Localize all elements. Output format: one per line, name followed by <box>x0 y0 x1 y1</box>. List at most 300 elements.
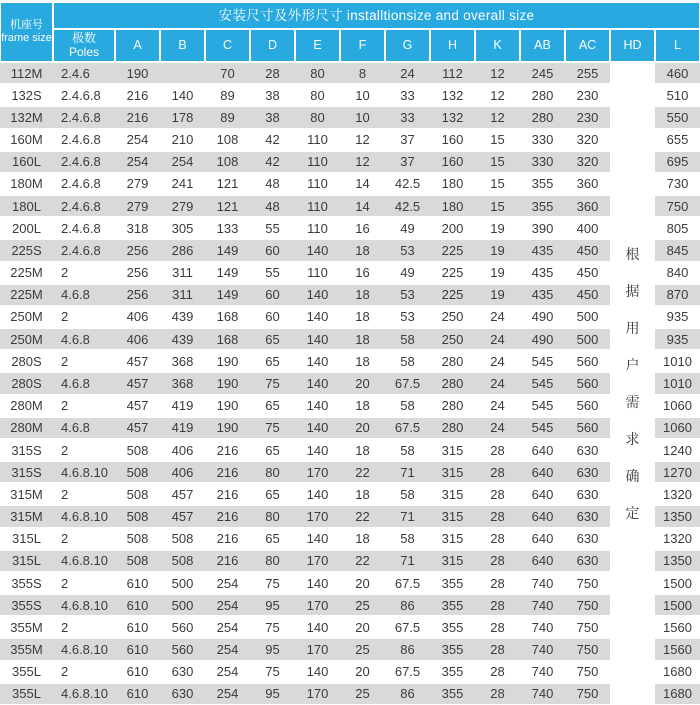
dim-cell-b: 311 <box>172 265 193 281</box>
dim-cell-c: 149 <box>216 265 239 281</box>
dim-cell-d: 48 <box>265 176 280 192</box>
dim-cell-h: 225 <box>441 265 464 281</box>
hd-spacer-cell <box>610 217 655 239</box>
poles-cell: 4.6.8.10 <box>61 553 108 569</box>
dim-cell-ac: 750 <box>576 597 599 613</box>
frame-size-cell: 355L <box>12 664 41 680</box>
dim-cell-f: 22 <box>355 464 370 480</box>
dim-cell-h: 315 <box>441 509 464 525</box>
hd-spacer-cell <box>610 483 655 505</box>
dim-cell-f: 12 <box>355 154 370 170</box>
hd-spacer-cell <box>610 683 655 705</box>
hd-spacer-cell <box>610 505 655 527</box>
poles-cell: 4.6.8 <box>61 331 90 347</box>
dim-cell-ac: 750 <box>576 664 599 680</box>
dim-cell-l: 1560 <box>663 619 692 635</box>
dim-cell-a: 508 <box>126 486 149 502</box>
frame-size-cell: 355S <box>11 575 42 591</box>
table-row <box>0 106 700 128</box>
dim-cell-h: 250 <box>441 331 464 347</box>
table-row <box>0 173 700 195</box>
dim-cell-e: 110 <box>307 198 328 214</box>
dim-cell-c: 216 <box>216 464 239 480</box>
poles-cell: 2.4.6.8 <box>61 242 101 258</box>
frame-size-header-en: frame size <box>1 32 52 44</box>
dim-cell-f: 18 <box>355 287 370 303</box>
dim-cell-e: 170 <box>306 509 329 525</box>
dim-cell-c: 216 <box>216 531 239 547</box>
dim-cell-d: 75 <box>265 375 280 391</box>
dim-cell-a: 610 <box>126 619 149 635</box>
dim-cell-h: 355 <box>441 642 464 658</box>
dim-cell-l: 550 <box>666 109 689 125</box>
dim-cell-g: 67.5 <box>394 420 421 436</box>
table-row <box>0 284 700 306</box>
dim-cell-c: 168 <box>216 331 239 347</box>
dim-cell-ab: 545 <box>531 420 554 436</box>
frame-size-cell: 280M <box>10 398 43 414</box>
dim-cell-g: 71 <box>400 464 415 480</box>
dim-cell-g: 37 <box>400 132 415 148</box>
dim-cell-h: 280 <box>441 353 464 369</box>
frame-size-cell: 132M <box>10 109 43 125</box>
dim-cell-e: 110 <box>307 176 328 192</box>
dim-cell-e: 80 <box>310 87 325 103</box>
dim-cell-e: 140 <box>306 619 329 635</box>
dim-cell-b: 457 <box>171 509 194 525</box>
poles-cell: 4.6.8 <box>61 287 90 303</box>
dim-cell-d: 75 <box>265 619 280 635</box>
dim-cell-l: 840 <box>666 265 689 281</box>
dim-cell-ab: 545 <box>531 353 554 369</box>
dim-cell-a: 508 <box>126 442 149 458</box>
dim-cell-f: 10 <box>355 87 370 103</box>
dim-cell-d: 65 <box>265 486 280 502</box>
dim-cell-ac: 450 <box>576 242 599 258</box>
poles-cell: 2.4.6.8 <box>61 176 101 192</box>
dim-cell-k: 19 <box>490 287 505 303</box>
dim-cell-e: 110 <box>307 220 328 236</box>
dim-cell-g: 67.5 <box>394 375 421 391</box>
dim-cell-e: 170 <box>306 597 329 613</box>
dim-cell-l: 870 <box>666 287 689 303</box>
dim-column-header-l: L <box>655 29 700 62</box>
dim-cell-ab: 330 <box>531 154 554 170</box>
dim-cell-a: 256 <box>126 287 149 303</box>
dim-cell-ab: 435 <box>531 265 554 281</box>
dim-cell-g: 86 <box>400 686 415 702</box>
dim-cell-ac: 500 <box>576 331 599 347</box>
dim-cell-g: 86 <box>400 642 415 658</box>
dim-cell-ac: 320 <box>576 154 599 170</box>
dim-cell-c: 254 <box>216 686 239 702</box>
dim-cell-f: 12 <box>355 132 370 148</box>
dim-cell-g: 24 <box>400 65 415 81</box>
poles-cell: 2 <box>61 309 69 325</box>
hd-spacer-cell <box>610 528 655 550</box>
dim-cell-g: 42.5 <box>394 198 421 214</box>
dim-cell-a: 406 <box>126 309 149 325</box>
dim-cell-ab: 545 <box>531 375 554 391</box>
dim-cell-ab: 280 <box>531 109 554 125</box>
dim-cell-ab: 390 <box>531 220 554 236</box>
dim-cell-ab: 245 <box>531 65 554 81</box>
frame-size-cell: 355L <box>12 686 41 702</box>
hd-spacer-cell <box>610 239 655 261</box>
table-row <box>0 550 700 572</box>
frame-size-cell: 315L <box>12 553 41 569</box>
dim-cell-ab: 740 <box>531 619 554 635</box>
dim-cell-k: 24 <box>490 398 505 414</box>
dim-cell-g: 58 <box>400 442 415 458</box>
dim-cell-c: 216 <box>216 486 239 502</box>
dim-cell-ac: 400 <box>576 220 599 236</box>
dim-cell-d: 60 <box>265 287 280 303</box>
dim-cell-h: 225 <box>441 242 464 258</box>
dim-cell-g: 33 <box>400 109 415 125</box>
dim-column-header-f: F <box>340 29 385 62</box>
dim-cell-f: 18 <box>355 331 370 347</box>
dim-cell-f: 18 <box>355 309 370 325</box>
dim-cell-e: 140 <box>306 331 329 347</box>
dim-cell-b: 311 <box>172 287 193 303</box>
dim-cell-g: 71 <box>400 553 415 569</box>
dim-cell-a: 610 <box>126 642 149 658</box>
dim-cell-d: 65 <box>265 442 280 458</box>
dim-cell-l: 1010 <box>663 353 692 369</box>
poles-header-en: Poles <box>68 44 100 59</box>
dim-cell-e: 140 <box>306 353 329 369</box>
frame-size-cell: 315M <box>10 486 43 502</box>
dim-cell-g: 58 <box>400 531 415 547</box>
dim-cell-d: 55 <box>265 220 280 236</box>
dim-cell-a: 216 <box>126 87 149 103</box>
dim-cell-b: 305 <box>171 220 194 236</box>
dim-cell-a: 216 <box>126 109 149 125</box>
dim-cell-ab: 435 <box>531 287 554 303</box>
dim-cell-ab: 435 <box>531 242 554 258</box>
dim-cell-ab: 640 <box>531 553 554 569</box>
dim-column-header-h: H <box>430 29 475 62</box>
table-row <box>0 217 700 239</box>
dim-cell-ac: 560 <box>576 420 599 436</box>
poles-cell: 2 <box>61 353 69 369</box>
dim-cell-e: 140 <box>306 242 329 258</box>
dim-cell-ab: 740 <box>531 664 554 680</box>
dim-cell-h: 280 <box>441 398 464 414</box>
poles-cell: 2.4.6.8 <box>61 198 101 214</box>
dim-cell-ac: 500 <box>576 309 599 325</box>
dim-cell-f: 18 <box>355 442 370 458</box>
dim-cell-a: 508 <box>126 531 149 547</box>
frame-size-cell: 160M <box>10 132 43 148</box>
frame-size-cell: 225M <box>10 265 43 281</box>
dim-cell-e: 110 <box>307 265 328 281</box>
dim-column-header-ab: AB <box>520 29 565 62</box>
dim-cell-a: 254 <box>126 132 149 148</box>
dim-cell-a: 279 <box>126 176 149 192</box>
dim-cell-ab: 640 <box>531 486 554 502</box>
dim-cell-b: 279 <box>171 198 194 214</box>
dim-cell-l: 1350 <box>663 509 692 525</box>
dim-cell-ab: 740 <box>531 597 554 613</box>
dim-cell-f: 20 <box>355 619 370 635</box>
dim-cell-b: 286 <box>171 242 194 258</box>
dim-cell-d: 60 <box>265 242 280 258</box>
dim-cell-c: 216 <box>216 442 239 458</box>
poles-cell: 2 <box>61 619 69 635</box>
dim-cell-ac: 320 <box>576 132 599 148</box>
frame-size-header-zh: 机座号 <box>10 19 43 32</box>
dim-cell-b: 457 <box>171 486 194 502</box>
dim-cell-a: 508 <box>126 509 149 525</box>
table-row <box>0 395 700 417</box>
hd-spacer-cell <box>610 572 655 594</box>
dim-cell-g: 49 <box>400 220 415 236</box>
dim-cell-f: 18 <box>355 353 370 369</box>
dim-column-header-k: K <box>475 29 520 62</box>
dim-cell-l: 1010 <box>663 375 692 391</box>
dim-cell-l: 460 <box>666 65 689 81</box>
frame-size-cell: 250M <box>10 309 43 325</box>
dim-cell-k: 19 <box>490 242 505 258</box>
hd-spacer-cell <box>610 173 655 195</box>
frame-size-cell: 225S <box>11 242 42 258</box>
dim-cell-h: 200 <box>441 220 464 236</box>
frame-size-cell: 280M <box>10 420 43 436</box>
table-row <box>0 461 700 483</box>
dim-cell-b: 140 <box>171 87 194 103</box>
poles-cell: 4.6.8.10 <box>61 509 108 525</box>
dim-cell-b: 254 <box>171 154 194 170</box>
dim-cell-ac: 630 <box>576 531 599 547</box>
dim-cell-a: 610 <box>126 686 149 702</box>
poles-cell: 2 <box>61 531 69 547</box>
frame-size-cell: 315S <box>11 464 42 480</box>
dim-cell-ac: 630 <box>576 464 599 480</box>
poles-cell: 2.4.6.8 <box>61 154 101 170</box>
dim-cell-c: 190 <box>216 353 239 369</box>
dim-cell-e: 80 <box>310 109 325 125</box>
dim-cell-c: 133 <box>216 220 239 236</box>
dim-cell-k: 24 <box>490 353 505 369</box>
dim-cell-h: 160 <box>441 154 464 170</box>
dim-cell-d: 42 <box>265 154 280 170</box>
hd-note-char: 据 <box>625 283 640 299</box>
dim-cell-d: 95 <box>265 597 280 613</box>
dim-cell-c: 89 <box>220 87 235 103</box>
dim-cell-f: 20 <box>355 375 370 391</box>
dim-cell-l: 1680 <box>663 664 692 680</box>
dim-cell-b: 508 <box>171 553 194 569</box>
dim-cell-ab: 740 <box>531 642 554 658</box>
dim-cell-l: 935 <box>666 309 689 325</box>
dim-cell-k: 28 <box>490 553 505 569</box>
table-row <box>0 572 700 594</box>
dim-cell-d: 80 <box>265 464 280 480</box>
dim-cell-l: 1680 <box>663 686 692 702</box>
dim-cell-ab: 355 <box>531 176 554 192</box>
dim-cell-l: 1350 <box>663 553 692 569</box>
dim-cell-c: 121 <box>216 198 239 214</box>
hd-note-char: 用 <box>625 320 640 336</box>
dim-cell-c: 121 <box>216 176 239 192</box>
dim-cell-c: 149 <box>216 242 239 258</box>
dim-cell-e: 140 <box>306 575 329 591</box>
dim-cell-k: 19 <box>490 265 505 281</box>
dim-cell-k: 12 <box>490 109 505 125</box>
poles-cell: 2 <box>61 265 69 281</box>
poles-cell: 2.4.6.8 <box>61 109 101 125</box>
frame-size-cell: 315S <box>11 442 42 458</box>
dim-cell-g: 67.5 <box>394 664 421 680</box>
dim-cell-a: 190 <box>126 65 149 81</box>
dim-cell-f: 20 <box>355 664 370 680</box>
dim-cell-e: 170 <box>306 464 329 480</box>
dim-cell-g: 67.5 <box>394 575 421 591</box>
table-row <box>0 195 700 217</box>
frame-size-cell: 180L <box>12 198 41 214</box>
dim-cell-ac: 255 <box>576 65 599 81</box>
dim-cell-g: 42.5 <box>394 176 421 192</box>
dim-cell-ab: 640 <box>531 531 554 547</box>
dim-cell-d: 75 <box>265 575 280 591</box>
table-row <box>0 483 700 505</box>
poles-cell: 2.4.6.8 <box>61 87 101 103</box>
dim-cell-k: 28 <box>490 686 505 702</box>
dim-cell-a: 406 <box>126 331 149 347</box>
dim-cell-h: 180 <box>441 198 464 214</box>
poles-cell: 2.4.6.8 <box>61 220 101 236</box>
dim-cell-c: 254 <box>216 642 239 658</box>
dim-cell-k: 28 <box>490 642 505 658</box>
dim-cell-a: 256 <box>126 242 149 258</box>
hd-spacer-cell <box>610 594 655 616</box>
poles-cell: 4.6.8 <box>61 375 90 391</box>
dim-cell-e: 170 <box>306 553 329 569</box>
dim-cell-ac: 630 <box>576 553 599 569</box>
dim-cell-h: 315 <box>441 464 464 480</box>
dim-cell-d: 42 <box>265 132 280 148</box>
dim-cell-b: 368 <box>171 353 194 369</box>
dim-cell-d: 28 <box>265 65 280 81</box>
dim-cell-e: 170 <box>306 642 329 658</box>
dim-cell-b: 368 <box>171 375 194 391</box>
dim-cell-f: 10 <box>355 109 370 125</box>
dim-cell-k: 15 <box>490 176 505 192</box>
table-row <box>0 262 700 284</box>
dim-cell-a: 610 <box>126 597 149 613</box>
dim-cell-k: 28 <box>490 509 505 525</box>
dim-cell-b: 241 <box>171 176 194 192</box>
frame-size-cell: 280S <box>11 353 42 369</box>
dim-cell-b: 178 <box>171 109 194 125</box>
dim-cell-b: 419 <box>171 420 194 436</box>
dim-cell-ab: 280 <box>531 87 554 103</box>
dim-cell-g: 58 <box>400 398 415 414</box>
dim-cell-f: 16 <box>355 265 370 281</box>
dim-cell-h: 355 <box>441 686 464 702</box>
table-row <box>0 84 700 106</box>
dim-cell-d: 75 <box>265 420 280 436</box>
dim-cell-k: 24 <box>490 420 505 436</box>
dim-cell-a: 254 <box>126 154 149 170</box>
dim-cell-ac: 230 <box>576 87 599 103</box>
dim-cell-l: 510 <box>666 87 689 103</box>
dim-cell-ab: 355 <box>531 198 554 214</box>
table-row <box>0 62 700 84</box>
dim-cell-f: 22 <box>355 509 370 525</box>
dim-cell-f: 25 <box>355 597 370 613</box>
dim-cell-h: 112 <box>442 65 463 81</box>
dim-cell-a: 457 <box>126 420 149 436</box>
dim-cell-ab: 640 <box>531 442 554 458</box>
dim-cell-g: 33 <box>400 87 415 103</box>
hd-note-char: 求 <box>625 431 640 447</box>
hd-note-char: 定 <box>625 505 640 521</box>
dim-cell-f: 22 <box>355 553 370 569</box>
dim-cell-c: 254 <box>216 575 239 591</box>
dim-cell-d: 38 <box>265 87 280 103</box>
dim-cell-d: 65 <box>265 398 280 414</box>
hd-spacer-cell <box>610 616 655 638</box>
dim-cell-d: 80 <box>265 553 280 569</box>
dim-column-header-b: B <box>160 29 205 62</box>
frame-size-cell: 180M <box>10 176 43 192</box>
dim-cell-d: 65 <box>265 353 280 369</box>
dim-cell-c: 190 <box>216 375 239 391</box>
dim-cell-k: 12 <box>490 87 505 103</box>
dim-cell-h: 160 <box>441 132 464 148</box>
dim-cell-ac: 630 <box>576 442 599 458</box>
table-row <box>0 638 700 660</box>
dim-cell-a: 508 <box>126 464 149 480</box>
dim-cell-l: 805 <box>666 220 689 236</box>
dim-cell-f: 14 <box>355 176 370 192</box>
dim-cell-h: 315 <box>441 531 464 547</box>
dim-cell-g: 67.5 <box>394 619 421 635</box>
dim-cell-ac: 230 <box>576 109 599 125</box>
dim-cell-k: 28 <box>490 531 505 547</box>
dim-cell-d: 95 <box>265 642 280 658</box>
dim-cell-b: 500 <box>171 597 194 613</box>
dim-cell-k: 12 <box>490 65 505 81</box>
dim-cell-h: 315 <box>441 553 464 569</box>
dim-cell-h: 132 <box>441 87 464 103</box>
dim-cell-k: 28 <box>490 664 505 680</box>
dim-cell-ac: 560 <box>576 353 599 369</box>
dim-cell-e: 110 <box>307 132 328 148</box>
dim-cell-l: 1240 <box>663 442 692 458</box>
dim-cell-l: 1270 <box>663 464 692 480</box>
hd-spacer-cell <box>610 262 655 284</box>
frame-size-cell: 112M <box>10 65 43 81</box>
dim-cell-ab: 330 <box>531 132 554 148</box>
dim-cell-d: 55 <box>265 265 280 281</box>
table-row <box>0 439 700 461</box>
table-body <box>0 62 700 705</box>
dim-cell-h: 280 <box>441 420 464 436</box>
dim-cell-ab: 740 <box>531 575 554 591</box>
dim-cell-e: 170 <box>306 686 329 702</box>
dim-cell-d: 48 <box>265 198 280 214</box>
frame-size-cell: 200L <box>12 220 41 236</box>
dim-cell-a: 457 <box>126 375 149 391</box>
dim-cell-b: 406 <box>171 442 194 458</box>
frame-size-cell: 225M <box>10 287 43 303</box>
dim-cell-a: 610 <box>126 664 149 680</box>
dim-cell-c: 254 <box>216 597 239 613</box>
